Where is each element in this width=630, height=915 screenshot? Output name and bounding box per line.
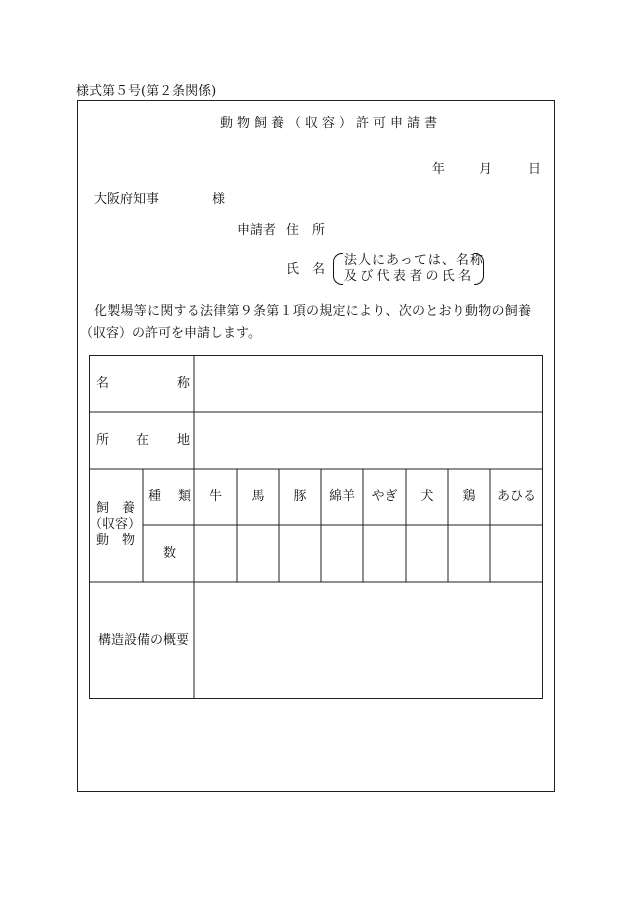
facility-label: 構造設備の概要	[98, 633, 190, 648]
applicant-label: 申請者	[237, 223, 277, 238]
form-number: 様式第５号(第２条関係)	[76, 84, 217, 99]
date-day-label: 日	[528, 162, 542, 177]
location-label-b: 在	[136, 433, 150, 448]
count-label: 数	[163, 546, 177, 561]
animal-cell-dog: 犬	[420, 489, 434, 504]
date-year-label: 年	[432, 162, 446, 177]
animals-label-3: 動 物	[96, 533, 136, 548]
animal-cell-horse: 馬	[251, 489, 265, 504]
animal-cell-cattle: 牛	[208, 489, 222, 504]
location-label-c: 地	[177, 433, 191, 448]
name-note-line1: 法人にあっては、名称	[344, 253, 484, 268]
body-line1: 化製場等に関する法律第９条第１項の規定により、次のとおり動物の飼養	[94, 304, 532, 319]
animal-cell-pig: 豚	[293, 489, 307, 504]
animal-cell-chicken: 鶏	[462, 489, 476, 504]
animal-cell-goat: やぎ	[371, 489, 398, 504]
addressee-name: 大阪府知事	[94, 192, 160, 207]
animals-label-2: （収容）	[89, 517, 142, 532]
name-label-b: 称	[177, 376, 191, 391]
animals-label-1: 飼 養	[96, 501, 136, 516]
form-title: 動物飼養（収容）許可申請書	[220, 116, 442, 131]
kind-label-b: 類	[178, 489, 192, 504]
name-note-line2: 及び代表者の氏名	[344, 269, 475, 284]
animal-cell-duck: あひる	[496, 489, 536, 504]
location-label-a: 所	[96, 433, 110, 448]
left-paren	[333, 253, 343, 285]
applicant-name-label: 氏 名	[286, 262, 326, 277]
addressee-honorific: 様	[212, 192, 226, 207]
name-label-a: 名	[96, 376, 110, 391]
applicant-address-label: 住 所	[286, 223, 326, 238]
date-month-label: 月	[479, 162, 493, 177]
animal-cell-sheep: 綿羊	[328, 489, 355, 504]
kind-label-a: 種	[148, 489, 162, 504]
body-line2: （収容）の許可を申請します。	[80, 326, 261, 341]
application-table	[89, 355, 543, 699]
right-paren	[474, 253, 484, 285]
